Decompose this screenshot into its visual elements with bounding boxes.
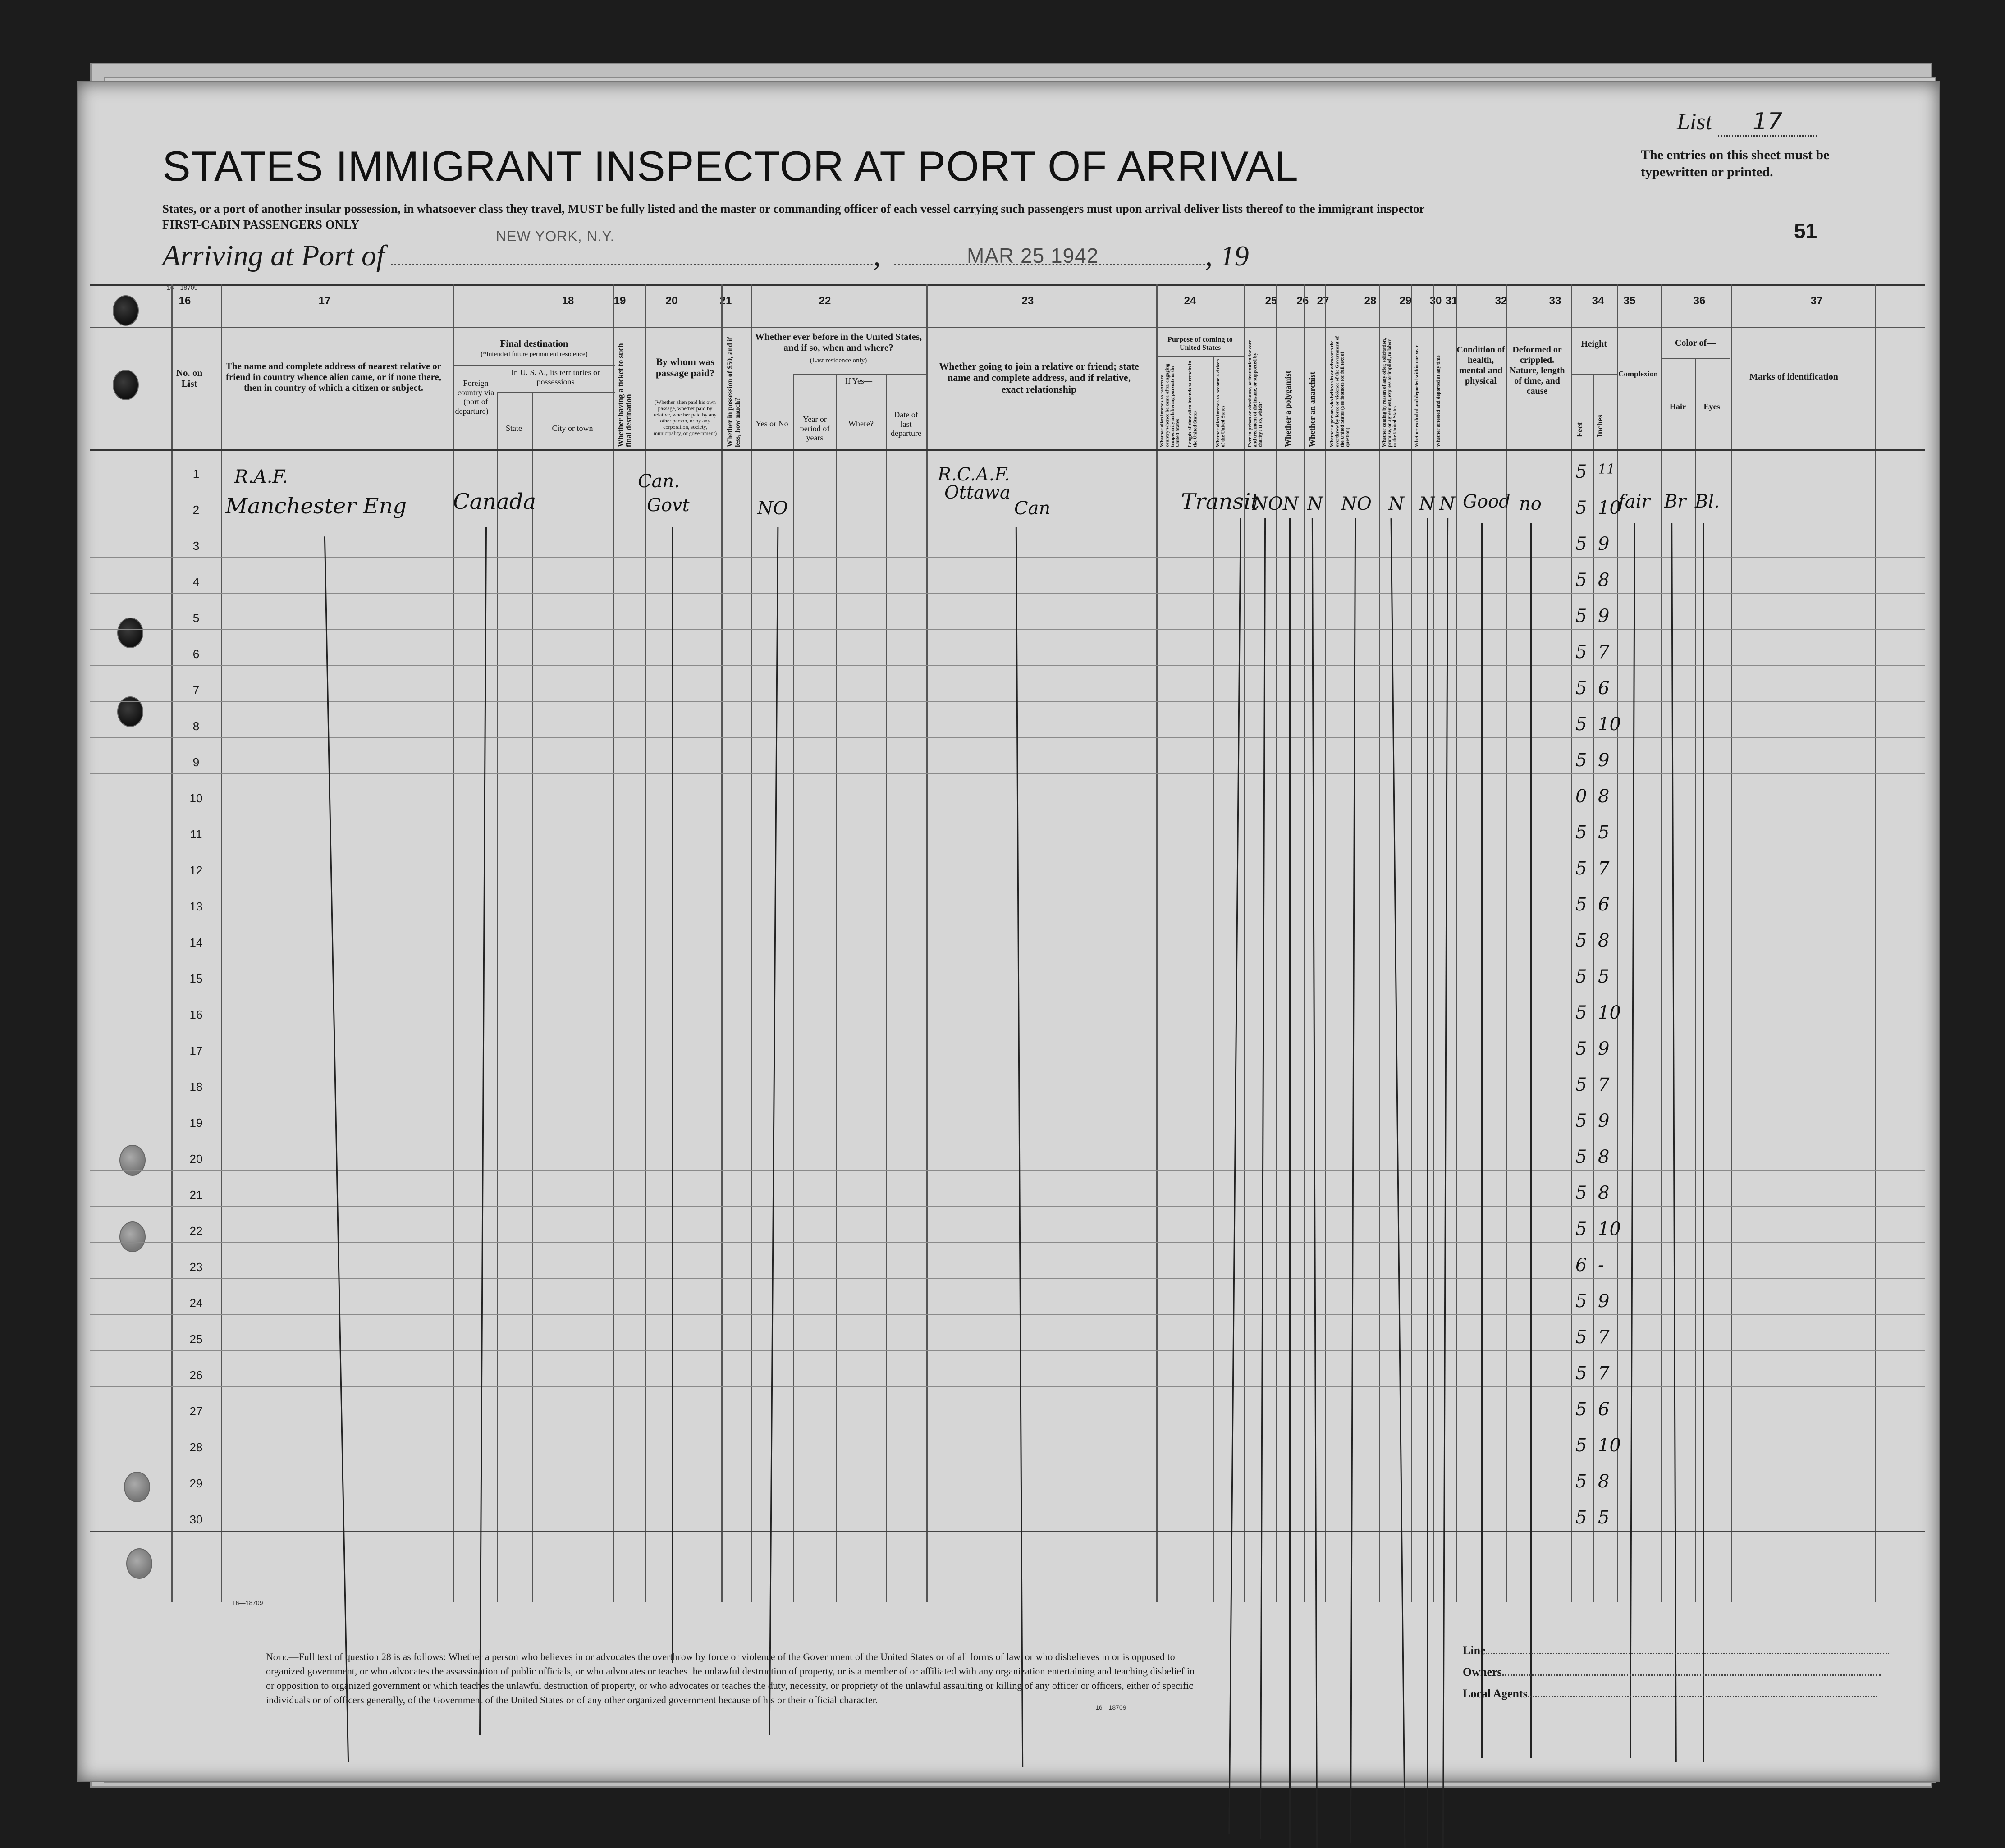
height-inches: 8 [1598,1183,1610,1203]
column-rule [793,374,794,1602]
height-inches: 10 [1598,1435,1621,1456]
owners-label: Owners [1463,1665,1502,1679]
header-final-destination-sub: (*Intended future permanent residence) [481,351,588,358]
height-feet: 5 [1575,1471,1587,1492]
row-number: 3 [192,539,200,553]
column-number: 35 [1623,295,1636,307]
row-number: 11 [190,828,202,841]
height-inches: 5 [1598,822,1610,843]
entry-labor-offer: N [1388,494,1404,514]
height-inches: - [1598,1255,1604,1276]
height-inches: 11 [1598,462,1616,477]
height-inches: 6 [1598,894,1610,915]
form-number-footer: 16—18709 [1095,1704,1126,1711]
header-purpose-c: Whether alien intends to become a citizen of the United States [1215,359,1226,447]
row-number: 27 [189,1404,203,1418]
ditto-line [1481,523,1483,1758]
header-final-destination: Final destination [500,338,568,349]
agents-label: Local Agents [1463,1687,1528,1701]
entry-polygamist: N [1283,494,1299,514]
port-stamp: NEW YORK, N.Y. [496,228,615,244]
header-fifty-dollars: Whether in possession of $50, and if less, how much? [726,337,742,447]
line-row [1463,1640,1889,1661]
height-feet: 5 [1575,1111,1587,1131]
column-number: 31 [1445,295,1458,307]
row-rule [90,1242,1925,1243]
ditto-line [672,527,673,1663]
header-inches: Inches [1595,414,1604,437]
column-number: 32 [1495,295,1507,307]
column-rule [836,374,837,1602]
column-rule [1276,284,1277,1602]
arriving-label: Arriving at Port of [162,239,385,272]
column-number: 25 [1265,295,1277,307]
column-rule [497,392,498,1602]
entry-join-line2: Ottawa [944,482,1011,503]
ditto-line [1016,527,1023,1767]
height-feet: 0 [1575,786,1587,807]
agents-row [1463,1683,1889,1705]
header-purpose-b: Length of time alien intends to remain in the United States [1187,361,1198,447]
entry-hair: Br [1664,491,1686,512]
header-feet: Feet [1575,422,1584,437]
height-inches: 9 [1598,1291,1610,1312]
header-passage-paid-sub: (Whether alien paid his own passage, whether paid by relative, whether paid by any other person, or by any corporation, society, municipality, or government) [653,399,717,436]
header-rule [90,327,1925,328]
height-feet: 5 [1575,1327,1587,1348]
header-year-period: Year or period of years [800,415,830,443]
header-ever-before: Whether ever before in the United States, and if so, when and where? [755,331,922,353]
page-title: STATES IMMIGRANT INSPECTOR AT PORT OF ARRIVAL [162,142,1299,190]
header-deformed: Deformed or crippled. Nature, length of time, and cause [1509,345,1565,396]
row-number: 22 [189,1224,203,1238]
date-stamp: MAR 25 1942 [967,244,1099,267]
height-feet: 5 [1575,822,1587,843]
column-number: 36 [1693,295,1706,307]
ditto-line [324,536,349,1762]
port-field [391,264,873,265]
footer-note [266,1650,1204,1707]
header-condition: Condition of health, mental and physical [1456,345,1505,386]
height-feet: 5 [1575,534,1587,554]
height-inches: 9 [1598,606,1610,627]
column-rule [1875,284,1876,1602]
height-inches: 10 [1598,1219,1621,1240]
column-rule [221,284,222,1602]
height-inches: 8 [1598,930,1610,951]
column-number: 27 [1317,295,1329,307]
row-number: 21 [189,1188,203,1202]
ditto-line [1671,523,1677,1762]
column-rule [171,284,173,1602]
row-rule [90,1314,1925,1315]
height-inches: 8 [1598,1471,1610,1492]
rule-36 [1661,358,1730,359]
row-number: 20 [189,1152,203,1166]
entry-deformed: no [1519,494,1542,514]
header-complexion: Complexion [1618,370,1658,378]
column-rule [1379,284,1380,1602]
header-date-departure: Date of last departure [891,410,921,438]
header-overthrow: Whether a person who believes in or advocates the overthrow by force or violence of the Government of the United States (See footnote for full text of question) [1329,336,1350,447]
column-rule [926,284,928,1602]
owners-row [1463,1661,1889,1683]
agents-field [1528,1696,1877,1697]
header-ticket: Whether having a ticket to such final destination [616,343,633,447]
height-inches: 9 [1598,1038,1610,1059]
entry-anarchist: N [1307,494,1323,514]
year-label: 19 [1220,240,1249,272]
row-number: 17 [189,1044,203,1057]
row-number: 8 [192,719,200,733]
height-feet: 5 [1575,642,1587,663]
row-number: 12 [189,864,203,877]
header-polygamist: Whether a polygamist [1283,371,1292,447]
height-inches: 7 [1598,1327,1610,1348]
header-yes-no: Yes or No [755,419,788,428]
header-purpose: Purpose of coming to United States [1167,336,1233,352]
entry-relative-line1: R.A.F. [234,467,288,487]
column-rule [1731,284,1732,1602]
height-feet: 5 [1575,858,1587,879]
height-feet: 5 [1575,750,1587,771]
column-number: 37 [1810,295,1823,307]
entry-eyes: Bl. [1695,491,1720,512]
row-number: 29 [189,1477,203,1490]
entry-relative-line2: Manchester Eng [225,494,407,519]
header-if-yes: If Yes— [845,376,872,385]
row-rule [90,701,1925,702]
column-number: 33 [1549,295,1561,307]
height-inches: 8 [1598,1147,1610,1167]
column-number: 28 [1364,295,1377,307]
column-rule [1213,356,1214,1602]
height-inches: 9 [1598,534,1610,554]
header-in-usa: In U. S. A., its territories or possessions [511,368,600,386]
column-number: 19 [613,295,626,307]
height-feet: 5 [1575,1075,1587,1095]
instruction-line: States, or a port of another insular possession, in whatsoever class they travel, MUST be fully listed and the master or commanding officer of each vessel carrying such passengers must upon arrival deliver lists thereof to the immigrant inspector [162,202,1425,215]
row-number: 6 [192,647,200,661]
header-where: Where? [848,419,874,428]
list-number: 17 [1718,108,1817,137]
rule-22 [793,374,926,375]
line-field [1486,1653,1889,1654]
row-number: 15 [189,972,203,985]
height-feet: 5 [1575,894,1587,915]
column-rule [1506,284,1507,1602]
row-rule [90,629,1925,630]
height-feet: 5 [1575,570,1587,590]
height-feet: 5 [1575,1399,1587,1420]
row-rule [90,773,1925,774]
row-number: 4 [192,575,200,589]
column-rule [886,374,887,1602]
column-rule [1304,284,1305,1602]
height-inches: 8 [1598,786,1610,807]
height-feet: 5 [1575,1219,1587,1240]
header-going-to-join: Whether going to join a relative or friend; state name and complete address, and if relative, exact relationship [939,361,1139,395]
ditto-line [1427,518,1428,1848]
entry-purpose: Transit [1181,489,1259,514]
header-passage-paid: By whom was passage paid? [655,356,715,379]
entry-complexion: fair [1618,491,1650,512]
table-top-rule [90,284,1925,286]
ditto-line [1630,523,1635,1758]
column-number: 16 [179,295,191,307]
column-number: 24 [1184,295,1196,307]
row-rule [90,1206,1925,1207]
row-number: 26 [189,1368,203,1382]
column-rule [721,284,723,1602]
header-nearest-relative: The name and complete address of nearest relative or friend in country whence alien came, or if none there, then in country of which a citizen or subject. [225,361,442,393]
height-feet: 5 [1575,1183,1587,1203]
height-feet: 5 [1575,1147,1587,1167]
row-number: 18 [189,1080,203,1093]
height-inches: 5 [1598,1507,1610,1528]
height-feet: 5 [1575,1038,1587,1059]
column-number: 23 [1021,295,1034,307]
ditto-line [769,527,779,1735]
header-city: City or town [552,424,593,433]
row-number: 23 [189,1260,203,1274]
row-number: 16 [189,1008,203,1021]
ditto-line [479,527,487,1735]
height-inches: 7 [1598,1363,1610,1384]
header-hair: Hair [1670,402,1686,411]
column-rule [1571,284,1572,1602]
list-number-field [1677,108,1817,137]
column-number: 21 [719,295,732,307]
header-foreign-country: Foreign country via (port of departure)— [455,379,497,416]
row-number: 25 [189,1332,203,1346]
row-rule [90,1386,1925,1387]
arriving-line: Arriving at Port of , , 19 [162,239,1249,272]
height-feet: 6 [1575,1255,1587,1276]
column-number: 34 [1592,295,1604,307]
header-no-on-list: No. on List [176,367,203,389]
row-rule [90,1170,1925,1171]
entry-ever-before: NO [757,498,788,519]
entries-note: The entries on this sheet must be typewritten or printed. [1641,147,1830,179]
column-rule [1156,284,1158,1602]
entry-passage-paid-line2: Govt [647,495,690,516]
height-inches: 6 [1598,1399,1610,1420]
height-feet: 5 [1575,462,1587,482]
header-height: Height [1581,339,1607,349]
ditto-line [1289,518,1291,1848]
row-number: 13 [189,900,203,913]
row-number: 2 [192,503,200,517]
row-rule [90,665,1925,666]
rule-24 [1156,356,1244,357]
column-rule [1617,284,1618,1602]
entry-join-line1: R.C.A.F. [938,464,1010,485]
sheet-number: 51 [1794,219,1817,242]
height-inches: 7 [1598,642,1610,663]
entry-overthrow: NO [1341,494,1372,514]
form-number-bottom: 16—18709 [232,1599,263,1606]
row-number: 1 [192,467,200,480]
footer-note-lead: Note. [266,1651,289,1662]
height-feet: 5 [1575,966,1587,987]
column-rule [1244,284,1245,1602]
row-rule [90,557,1925,558]
height-inches: 7 [1598,1075,1610,1095]
row-number: 28 [189,1441,203,1454]
height-feet: 5 [1575,1291,1587,1312]
row-number: 7 [192,683,200,697]
owners-field [1502,1674,1881,1676]
column-rule [1593,374,1594,1602]
header-color: Color of— [1675,338,1716,348]
column-rule [453,284,454,1602]
column-rule [1411,284,1412,1602]
height-inches: 9 [1598,750,1610,771]
height-inches: 6 [1598,678,1610,699]
height-inches: 10 [1598,498,1621,518]
column-rule [1661,284,1662,1602]
row-number: 14 [189,936,203,949]
manifest-table [90,284,1925,1602]
header-anarchist: Whether an anarchist [1308,371,1317,447]
class-line: FIRST-CABIN PASSENGERS ONLY [162,218,360,231]
row-rule [90,593,1925,594]
entry-foreign-country: Canada [453,489,536,514]
rule-34 [1571,374,1617,375]
column-rule [751,284,752,1602]
rule-18 [453,365,615,366]
height-inches: 5 [1598,966,1610,987]
signature-block [1463,1640,1889,1705]
column-rule [1456,284,1457,1602]
column-rule [1325,284,1326,1602]
ditto-line [1530,523,1532,1758]
row-rule [90,1278,1925,1279]
row-number: 9 [192,755,200,769]
header-eyes: Eyes [1703,402,1720,411]
column-number: 18 [562,295,574,307]
entry-health: Good [1463,491,1511,512]
header-marks: Marks of identification [1749,372,1838,382]
height-feet: 5 [1575,1435,1587,1456]
entry-arrested: N [1439,494,1455,514]
height-feet: 5 [1575,1507,1587,1528]
rule-18b [497,392,615,393]
header-arrested: Whether arrested and deported at any time [1436,355,1441,447]
ditto-line [1703,523,1704,1762]
height-feet: 5 [1575,606,1587,627]
header-purpose-a: Whether alien intends to return to country whence he came after engaging temporarily in laboring pursuits in the United States [1159,363,1181,447]
column-number: 20 [665,295,678,307]
column-number: 17 [318,295,331,307]
row-rule [90,1350,1925,1351]
column-number: 29 [1399,295,1412,307]
height-feet: 5 [1575,498,1587,518]
height-feet: 5 [1575,678,1587,699]
header-state: State [506,424,522,433]
row-number: 5 [192,611,200,625]
entry-prison: NO [1252,494,1283,514]
header-labor-offer: Whether coming by reason of any offer, solicitation, promise, or agreement, express or implied, to labor in the United States [1382,338,1398,447]
row-number: 24 [189,1296,203,1310]
header-ever-before-sub: (Last residence only) [810,357,867,364]
height-inches: 9 [1598,1111,1610,1131]
entry-excluded: N [1419,494,1435,514]
column-rule [532,392,533,1602]
header-bottom-rule [90,449,1925,451]
column-number: 22 [819,295,831,307]
row-rule [90,737,1925,738]
row-number: 30 [189,1513,203,1526]
list-label: List [1677,109,1712,135]
height-feet: 5 [1575,930,1587,951]
entry-join-line3: Can [1014,498,1051,519]
column-rule [613,284,614,1602]
height-inches: 10 [1598,1002,1621,1023]
height-feet: 5 [1575,1002,1587,1023]
header-prison: Ever in prison or almshouse, or institution for care and treatment of the insane, or supported by charity? If so, which? [1247,340,1263,447]
height-feet: 5 [1575,714,1587,735]
column-number: 26 [1296,295,1309,307]
column-rule [1695,358,1696,1602]
row-rule [90,1531,1925,1532]
line-label: Line [1463,1644,1486,1657]
entry-passage-paid-line1: Can. [638,471,680,492]
height-inches: 8 [1598,570,1610,590]
column-rule [1433,284,1434,1602]
footer-note-text: —Full text of question 28 is as follows: Whether a person who believes in or advocates the overthrow by force or violence of the Government of the United States or of all forms of law, or who disbelieves in or is opposed to organized government, or who advocates the assassination of public officials, or who advocates or teaches the unlawful destruction of property, or is a member of or affiliated with any organization entertaining and teaching disbelief in or opposition to organized government or which teaches the unlawful destruction of property, or who advocates or teaches the duty, necessity, or propriety of the unlawful assaulting or killing of any officer or officers, either of specific individuals or of officers generally, of the Government of the United States or of any other organized government because of his or their official character. [266,1651,1195,1706]
row-number: 10 [189,791,203,805]
header-excluded: Whether excluded and deported within one year [1414,345,1419,447]
height-inches: 7 [1598,858,1610,879]
row-number: 19 [189,1116,203,1130]
height-feet: 5 [1575,1363,1587,1384]
column-number: 30 [1429,295,1442,307]
form-number: 16—18709 [167,284,198,291]
height-inches: 10 [1598,714,1621,735]
